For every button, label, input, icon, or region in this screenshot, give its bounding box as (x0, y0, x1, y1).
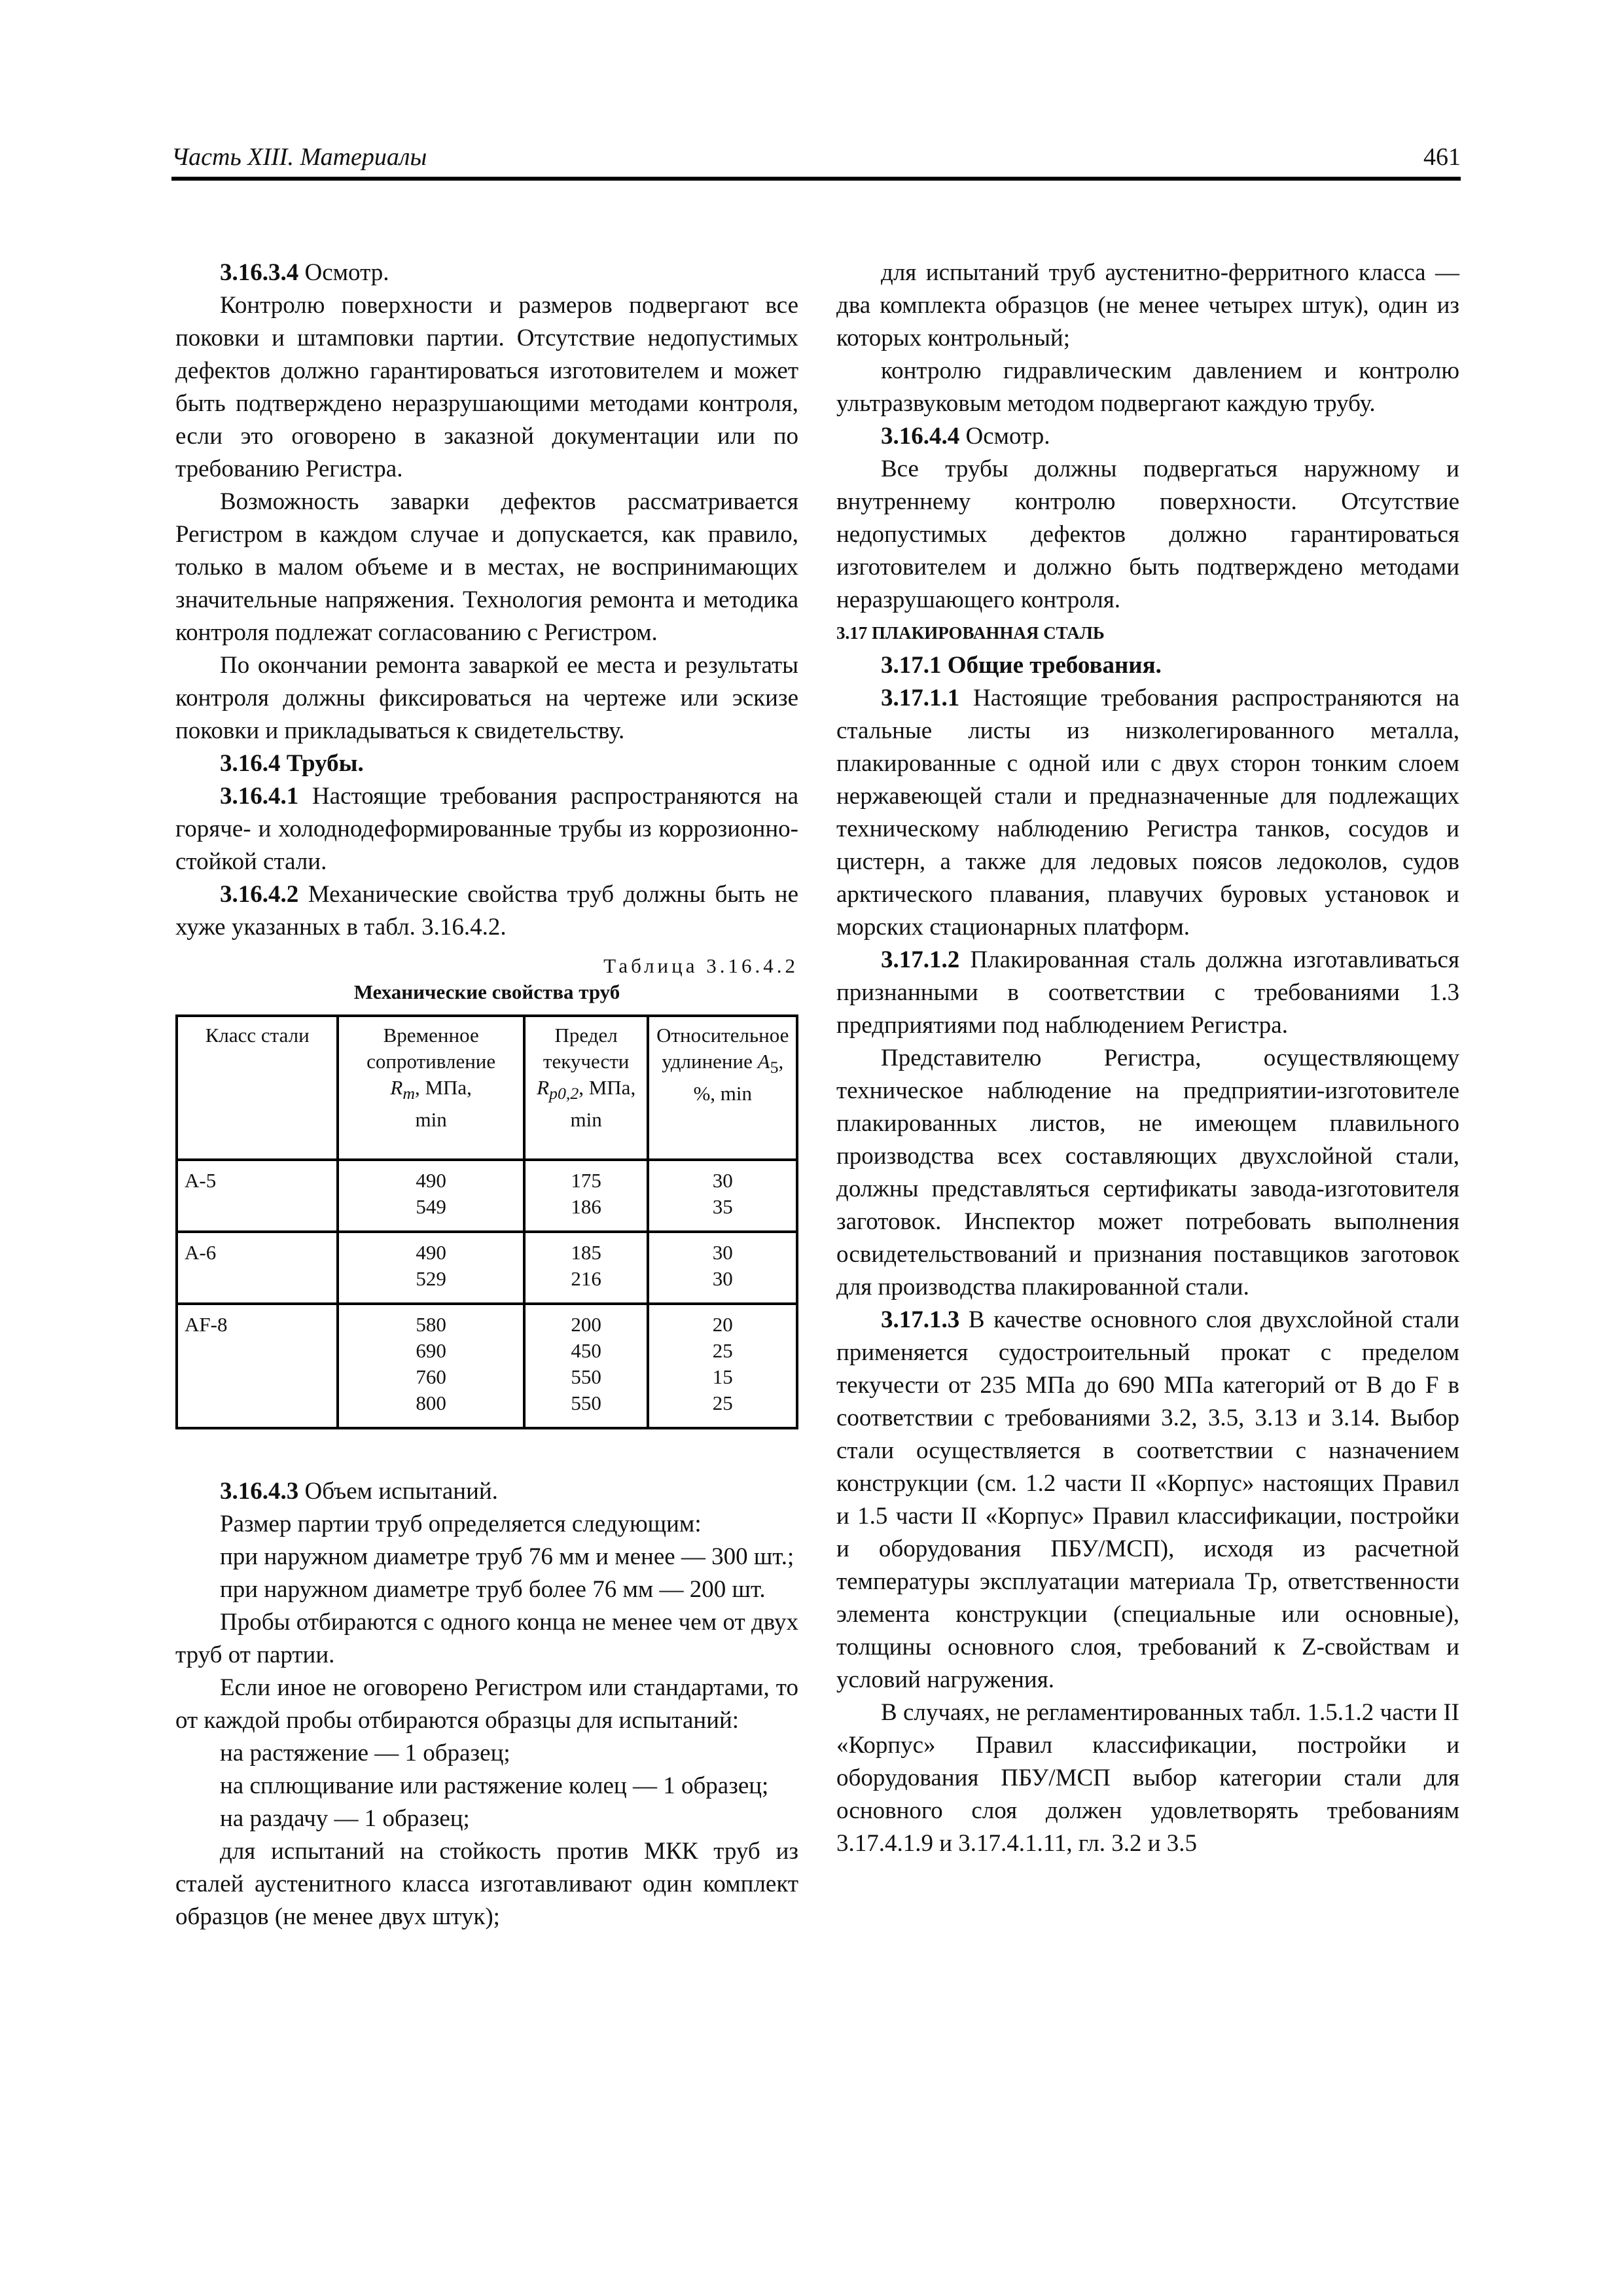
right-paragraphs-top (836, 257, 1459, 617)
table-row (177, 1304, 797, 1428)
col-header-elongation: Относительное удлинение $A_5$, %, min (648, 1016, 797, 1160)
table-row (177, 1160, 797, 1232)
paragraph (836, 1042, 1459, 1304)
paragraph (175, 1770, 798, 1803)
paragraph-text: Осмотр. (298, 259, 389, 286)
col-header-tensile: Временное сопротивление $R_m$, МПа, min (338, 1016, 524, 1160)
paragraph (175, 1803, 798, 1835)
paragraph-number: 3.16.4 Трубы. (220, 750, 364, 777)
cell-rm: 580 690 760 800 (338, 1304, 524, 1428)
paragraph-text: Возможность заварки дефектов рассматривается Регистром в каждом случае и допускается, как правило, только в малом объеме и в местах, не воспринимающих значительные напряжения. Технология ремонта и методика контроля подлежат согласованию с Регистром. (175, 488, 798, 646)
page-number: 461 (1423, 143, 1461, 171)
cell-a5: 20 25 15 25 (648, 1304, 797, 1428)
paragraph (175, 1573, 798, 1606)
paragraph (175, 1737, 798, 1770)
paragraph-number: 3.16.3.4 (220, 259, 299, 286)
paragraph (836, 682, 1459, 944)
paragraph (175, 747, 798, 780)
paragraph-text: По окончании ремонта заваркой ее места и результаты контроля должны фиксироваться на чертеже или эскизе поковки и прикладываться к свидетельству. (175, 652, 798, 744)
left-paragraphs-bottom (175, 1475, 798, 1933)
paragraph (836, 944, 1459, 1042)
col-header-yield: Предел текучести $R_{p0,2}$, МПа, min (524, 1016, 649, 1160)
cell-cls: A-5 (177, 1160, 338, 1232)
cell-cls: AF-8 (177, 1304, 338, 1428)
cell-rp: 185 216 (524, 1232, 649, 1304)
paragraph-number: 3.16.4.3 (220, 1478, 299, 1505)
right-paragraphs-bottom (836, 649, 1459, 1860)
paragraph-text: контролю гидравлическим давлением и контролю ультразвуковым методом подвергают каждую трубу. (836, 357, 1459, 417)
paragraph-text: на растяжение — 1 образец; (220, 1740, 510, 1767)
paragraph (175, 1508, 798, 1541)
left-column (175, 257, 798, 1933)
paragraph-text: Плакированная сталь должна изготавливаться признанными в соответствии с требованиями 1.3 предприятиями под наблюдением Регистра. (836, 946, 1459, 1039)
paragraph-number: 3.17.1 Общие требования. (881, 652, 1162, 679)
paragraph-text: Механические свойства труб должны быть не хуже указанных в табл. 3.16.4.2. (175, 881, 798, 941)
cell-rm: 490 549 (338, 1160, 524, 1232)
paragraph (175, 649, 798, 747)
table-label: Таблица 3.16.4.2 (603, 954, 798, 977)
paragraph-text: Объем испытаний. (298, 1478, 498, 1505)
paragraph-text: Размер партии труб определяется следующим: (220, 1511, 702, 1537)
header-rule (171, 177, 1461, 181)
paragraph-text: для испытаний труб аустенитно-ферритного класса — два комплекта образцов (не менее четырех штук), один из которых контрольный; (836, 259, 1459, 351)
cell-cls: A-6 (177, 1232, 338, 1304)
paragraph-number: 3.16.4.4 (881, 423, 960, 450)
table-title: Механические свойства труб (353, 980, 620, 1003)
paragraph-text: Осмотр. (959, 423, 1050, 450)
paragraph-number: 3.17.1.3 (881, 1306, 960, 1333)
paragraph-text: Настоящие требования распространяются на горяче- и холоднодеформированные трубы из коррозионно-стойкой стали. (175, 783, 798, 875)
section-heading: 3.17 ПЛАКИРОВАННАЯ СТАЛЬ (836, 623, 1105, 643)
right-column (836, 257, 1459, 1860)
cell-rp: 175 186 (524, 1160, 649, 1232)
paragraph (175, 1672, 798, 1737)
paragraph-text: на раздачу — 1 образец; (220, 1805, 470, 1832)
paragraph-text: В случаях, не регламентированных табл. 1.5.1.2 части II «Корпус» Правил классификации, постройки и оборудования ПБУ/МСП выбор категории стали для основного слоя должен удовлетворять требованиям 3.17.4.1.9 и 3.17.4.1.11, гл. 3.2 и 3.5 (836, 1699, 1459, 1857)
paragraph (836, 420, 1459, 453)
paragraph-number: 3.16.4.1 (220, 783, 299, 810)
cell-rm: 490 529 (338, 1232, 524, 1304)
paragraph-text: Контролю поверхности и размеров подвергают все поковки и штамповки партии. Отсутствие недопустимых дефектов должно гарантироваться изготовителем и может быть подтверждено неразрушающими методами контроля, если это оговорено в заказной документации или по требованию Регистра. (175, 292, 798, 482)
left-paragraphs-top (175, 257, 798, 944)
paragraph (175, 1475, 798, 1508)
paragraph (836, 257, 1459, 355)
paragraph (175, 780, 798, 878)
paragraph-text: В качестве основного слоя двухслойной стали применяется судостроительный прокат с пределом текучести от 235 МПа до 690 МПа категорий от B до F в соответствии с требованиями 3.2, 3.5, 3.13 и 3.14. Выбор стали осуществляется в соответствии с назначением конструкции (см. 1.2 части II «Корпус» настоящих Правил и 1.5 части II «Корпус» Правил классификации, постройки и оборудования ПБУ/МСП), исходя из расчетной температуры эксплуатации материала Tp, ответственности элемента конструкции (специальные или основные), толщины основного слоя, требований к Z-свойствам и условий нагружения. (836, 1306, 1459, 1693)
paragraph-text: Настоящие требования распространяются на стальные листы из низколегированного металла, плакированные с одной или с двух сторон тонким слоем нержавеющей стали и предназначенные для подлежащих техническому наблюдению Регистра танков, сосудов и цистерн, а также для ледовых поясов ледоколов, судов арктического плавания, плавучих буровых установок и морских стационарных платформ. (836, 685, 1459, 941)
paragraph (175, 1541, 798, 1573)
paragraph-text: при наружном диаметре труб 76 мм и менее — 300 шт.; (220, 1543, 794, 1570)
mechanical-properties-table (175, 1014, 798, 1429)
paragraph (175, 1835, 798, 1933)
paragraph (836, 355, 1459, 420)
cell-a5: 30 35 (648, 1160, 797, 1232)
paragraph (836, 453, 1459, 617)
paragraph-number: 3.16.4.2 (220, 881, 299, 908)
paragraph-number: 3.17.1.1 (881, 685, 960, 711)
running-header-title: Часть XIII. Материалы (171, 143, 427, 171)
paragraph (175, 289, 798, 486)
paragraph (836, 1304, 1459, 1696)
paragraph (175, 878, 798, 944)
table-row (177, 1232, 797, 1304)
paragraph (175, 257, 798, 289)
paragraph (836, 649, 1459, 682)
paragraph (175, 1606, 798, 1672)
paragraph (836, 1696, 1459, 1860)
col-header-class: Класс стали (177, 1016, 338, 1160)
paragraph-text: Если иное не оговорено Регистром или стандартами, то от каждой пробы отбираются образцы для испытаний: (175, 1674, 798, 1734)
paragraph-text: Представителю Регистра, осуществляющему техническое наблюдение на предприятии-изготовителе плакированных листов, не имеющем плавильного производства всех составляющих двухслойной стали, должны представляться сертификаты завода-изготовителя заготовок. Инспектор может потребовать выполнения освидетельствований и признания поставщиков заготовок для производства плакированной стали. (836, 1045, 1459, 1300)
paragraph-text: Все трубы должны подвергаться наружному и внутреннему контролю поверхности. Отсутствие недопустимых дефектов должно гарантироваться изготовителем и должно быть подтверждено методами неразрушающего контроля. (836, 456, 1459, 613)
cell-rp: 200 450 550 550 (524, 1304, 649, 1428)
paragraph-text: Пробы отбираются с одного конца не менее чем от двух труб от партии. (175, 1609, 798, 1668)
paragraph-text: на сплющивание или растяжение колец — 1 образец; (220, 1772, 769, 1799)
paragraph-text: для испытаний на стойкость против МКК труб из сталей аустенитного класса изготавливают один комплект образцов (не менее двух штук); (175, 1838, 798, 1930)
cell-a5: 30 30 (648, 1232, 797, 1304)
paragraph (175, 486, 798, 649)
paragraph-number: 3.17.1.2 (881, 946, 960, 973)
paragraph-text: при наружном диаметре труб более 76 мм — 200 шт. (220, 1576, 766, 1603)
